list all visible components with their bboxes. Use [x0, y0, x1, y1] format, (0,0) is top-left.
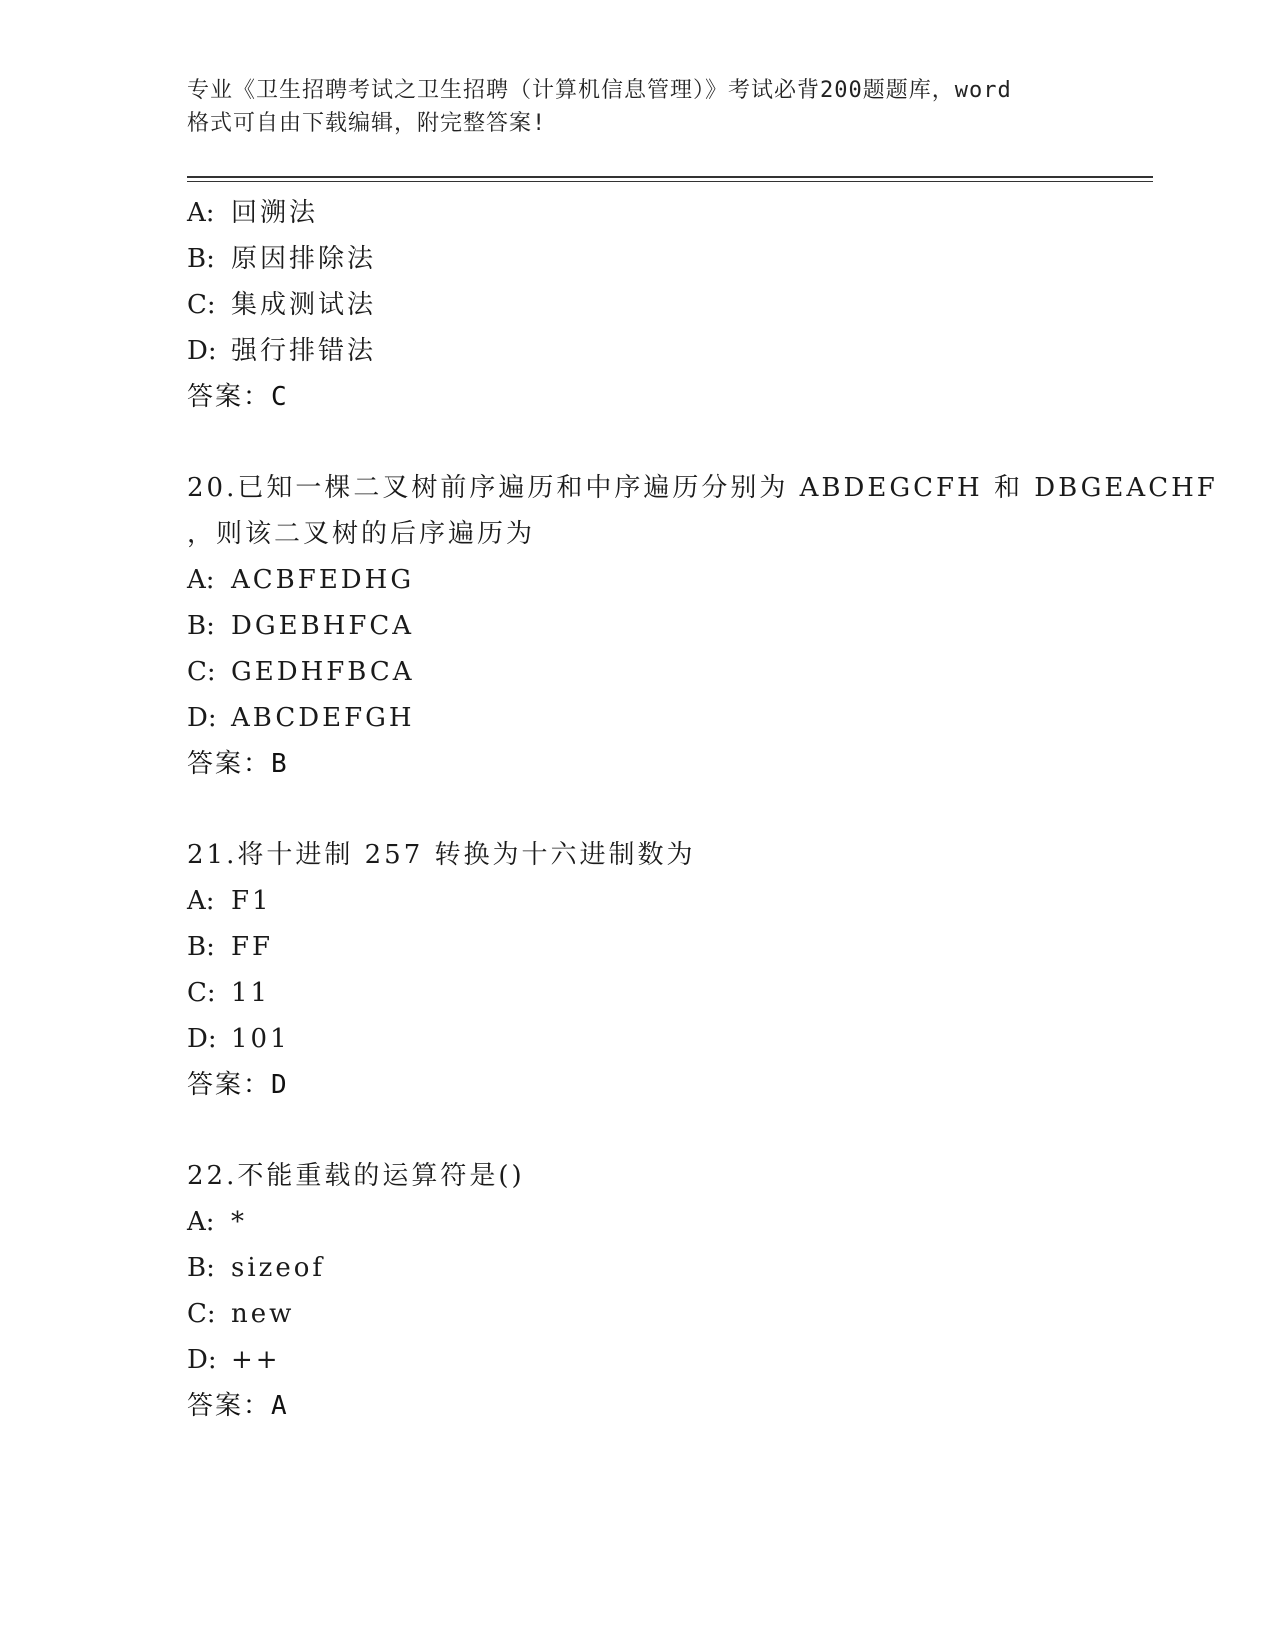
option-text: 原因排除法	[231, 244, 377, 274]
option-text: sizeof	[231, 1253, 326, 1283]
question-21	[187, 832, 1087, 1108]
question-text-line-1: 20.已知一棵二叉树前序遍历和中序遍历分别为 ABDEGCFH 和 DBGEACHF	[187, 473, 1218, 503]
question-20	[187, 465, 1218, 787]
option-letter: B:	[187, 932, 215, 962]
option-c	[187, 970, 1087, 1016]
answer: 答案：D	[187, 1070, 289, 1100]
option-b	[187, 236, 1087, 282]
option-text: 11	[231, 978, 271, 1008]
option-letter: B:	[187, 611, 215, 641]
option-letter: D:	[187, 1345, 217, 1375]
option-c	[187, 282, 1087, 328]
option-letter: B:	[187, 244, 215, 274]
option-text: new	[231, 1299, 295, 1329]
option-d	[187, 695, 1087, 741]
option-letter: A:	[187, 198, 215, 228]
option-text: ABCDEFGH	[231, 703, 415, 733]
option-b	[187, 603, 1087, 649]
header-rule-thick	[187, 176, 1153, 178]
document-body	[187, 190, 1218, 1429]
option-text: 强行排错法	[231, 336, 377, 366]
option-b	[187, 1245, 1087, 1291]
option-text: GEDHFBCA	[231, 657, 415, 687]
option-a	[187, 878, 1087, 924]
question-text-line-2: ，则该二叉树的后序遍历为	[187, 519, 536, 549]
option-c	[187, 649, 1087, 695]
option-text: FF	[231, 932, 274, 962]
option-letter: D:	[187, 703, 217, 733]
option-text: F1	[231, 886, 272, 916]
question-22	[187, 1153, 1087, 1429]
option-letter: D:	[187, 1024, 217, 1054]
question-text-line-1: 22.不能重载的运算符是()	[187, 1161, 525, 1191]
question-text-line-1: 21.将十进制 257 转换为十六进制数为	[187, 840, 696, 870]
option-a	[187, 557, 1087, 603]
answer: 答案：B	[187, 749, 289, 779]
option-a	[187, 1199, 1087, 1245]
option-letter: A:	[187, 1207, 215, 1237]
option-letter: D:	[187, 336, 217, 366]
option-letter: B:	[187, 1253, 215, 1283]
option-a	[187, 190, 1087, 236]
option-letter: A:	[187, 886, 215, 916]
answer: 答案：A	[187, 1391, 289, 1421]
option-b	[187, 924, 1087, 970]
option-text: ++	[231, 1345, 281, 1375]
option-letter: C:	[187, 978, 216, 1008]
header-line-1: 专业《卫生招聘考试之卫生招聘（计算机信息管理）》考试必背200题题库，word	[187, 78, 1012, 103]
option-letter: C:	[187, 290, 216, 320]
option-d	[187, 1337, 1087, 1383]
document-header	[187, 74, 1097, 140]
option-text: *	[231, 1207, 247, 1237]
question-19	[187, 190, 1087, 420]
option-c	[187, 1291, 1087, 1337]
option-letter: A:	[187, 565, 215, 595]
option-d	[187, 328, 1087, 374]
option-text: DGEBHFCA	[231, 611, 415, 641]
header-line-2: 格式可自由下载编辑，附完整答案!	[187, 111, 547, 136]
option-text: 回溯法	[231, 198, 319, 228]
option-text: 集成测试法	[231, 290, 377, 320]
option-text: 101	[231, 1024, 290, 1054]
option-text: ACBFEDHG	[231, 565, 415, 595]
answer: 答案：C	[187, 382, 289, 412]
header-rule-thin	[187, 181, 1153, 182]
option-d	[187, 1016, 1087, 1062]
option-letter: C:	[187, 657, 216, 687]
option-letter: C:	[187, 1299, 216, 1329]
